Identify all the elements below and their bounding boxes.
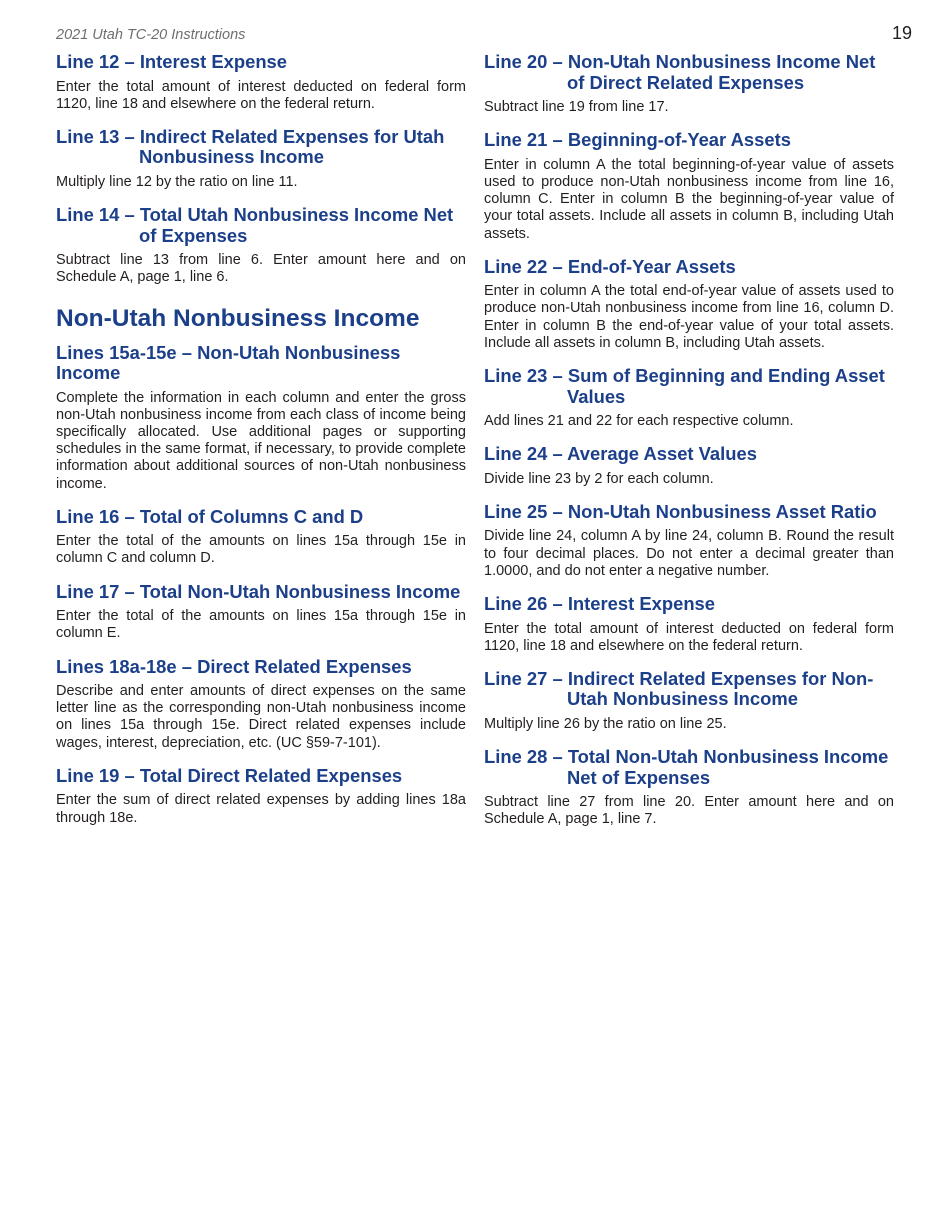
line-16-heading: Line 16 – Total of Columns C and D [56, 505, 364, 527]
line-25-section [484, 502, 894, 580]
line-28-heading: Line 28 – Total Non-Utah Nonbusiness Income Net of Expenses [484, 746, 889, 788]
line-13-section [56, 127, 466, 191]
line-21-section [484, 130, 894, 243]
line-24-heading: Line 24 – Average Asset Values [484, 443, 757, 465]
line-17-heading: Line 17 – Total Non-Utah Nonbusiness Income [56, 580, 461, 602]
line-12-section [56, 52, 466, 113]
line-27-heading: Line 27 – Indirect Related Expenses for Non-Utah Nonbusiness Income [484, 667, 874, 710]
line-16-text: Enter the total of the amounts on lines 15a through 15e in column C and column D. [56, 533, 466, 567]
line-22-heading: Line 22 – End-of-Year Assets [484, 255, 736, 277]
line-23-text: Add lines 21 and 22 for each respective column. [484, 413, 794, 430]
line-18-section [56, 657, 466, 752]
right-column [484, 52, 894, 843]
line-24-section [484, 444, 894, 488]
section-title: Non-Utah Nonbusiness Income [56, 304, 420, 332]
line-26-heading: Line 26 – Interest Expense [484, 593, 716, 615]
line-19-section [56, 766, 466, 827]
line-21-text: Enter in column A the total beginning-of-year value of assets used to produce non-Utah nonbusiness income from line 16, column C. Enter in column B the beginning-of-year value of your total assets. Include all assets in column B, including Utah assets. [484, 156, 894, 242]
line-15-section [56, 343, 466, 493]
line-15-text: Complete the information in each column and enter the gross non-Utah nonbusiness income from each class of income being specifically allocated. Use additional pages or supporting schedules in the same format, if necessary, to provide complete information about additional sources of non-Utah nonbusiness income. [56, 389, 466, 492]
left-column [56, 52, 466, 841]
line-22-text: Enter in column A the total end-of-year value of assets used to produce non-Utah nonbusiness income from line 16, column D. Enter in column B the end-of-year value of your total assets. Include all assets in column B, including Utah assets. [484, 283, 894, 351]
line-23-section [484, 366, 894, 430]
line-12-text: Enter the total amount of interest deducted on federal form 1120, line 18 and elsewhere on the federal return. [56, 78, 466, 112]
line-28-text: Subtract line 27 from line 20. Enter amount here and on Schedule A, page 1, line 7. [484, 794, 894, 828]
line-20-heading: Line 20 – Non-Utah Nonbusiness Income Net of Direct Related Expenses [484, 51, 876, 93]
line-17-section [56, 582, 466, 643]
line-16-section [56, 507, 466, 568]
line-27-section [484, 669, 894, 733]
line-13-heading: Line 13 – Indirect Related Expenses for Utah Nonbusiness Income [56, 125, 445, 168]
line-28-section [484, 747, 894, 828]
line-19-text: Enter the sum of direct related expenses by adding lines 18a through 18e. [56, 792, 466, 826]
line-20-section [484, 52, 894, 116]
line-27-text: Multiply line 26 by the ratio on line 25. [484, 715, 727, 732]
line-18-text: Describe and enter amounts of direct expenses on the same letter line as the corresponding non-Utah nonbusiness income on lines 15a through 15e. Direct related expenses include wages, interest, depreciation, etc. (UC §59-7-101). [56, 683, 466, 751]
line-20-text: Subtract line 19 from line 17. [484, 99, 669, 115]
line-22-section [484, 257, 894, 352]
line-19-heading: Line 19 – Total Direct Related Expenses [56, 764, 403, 786]
line-23-heading: Line 23 – Sum of Beginning and Ending Asset Values [484, 365, 885, 407]
line-14-text: Subtract line 13 from line 6. Enter amount here and on Schedule A, page 1, line 6. [56, 252, 466, 286]
line-18-heading: Lines 18a-18e – Direct Related Expenses [56, 655, 412, 677]
line-25-text: Divide line 24, column A by line 24, column B. Round the result to four decimal places. Do not enter a decimal greater than 1.0000, and do not enter a negative number. [484, 528, 894, 579]
line-24-text: Divide line 23 by 2 for each column. [484, 470, 714, 487]
line-14-section [56, 205, 466, 286]
line-13-text: Multiply line 12 by the ratio on line 11. [56, 173, 298, 190]
line-26-section [484, 594, 894, 655]
line-14-heading: Line 14 – Total Utah Nonbusiness Income Net of Expenses [56, 204, 454, 246]
line-15-heading: Lines 15a-15e – Non-Utah Nonbusiness Income [56, 341, 401, 384]
running-header: 2021 Utah TC-20 Instructions [56, 27, 246, 43]
line-26-text: Enter the total amount of interest deducted on federal form 1120, line 18 and elsewhere on the federal return. [484, 620, 894, 654]
line-25-heading: Line 25 – Non-Utah Nonbusiness Asset Ratio [484, 500, 877, 522]
line-21-heading: Line 21 – Beginning-of-Year Assets [484, 129, 791, 151]
line-17-text: Enter the total of the amounts on lines 15a through 15e in column E. [56, 608, 466, 642]
line-12-heading: Line 12 – Interest Expense [56, 51, 288, 72]
page-number: 19 [891, 23, 912, 43]
